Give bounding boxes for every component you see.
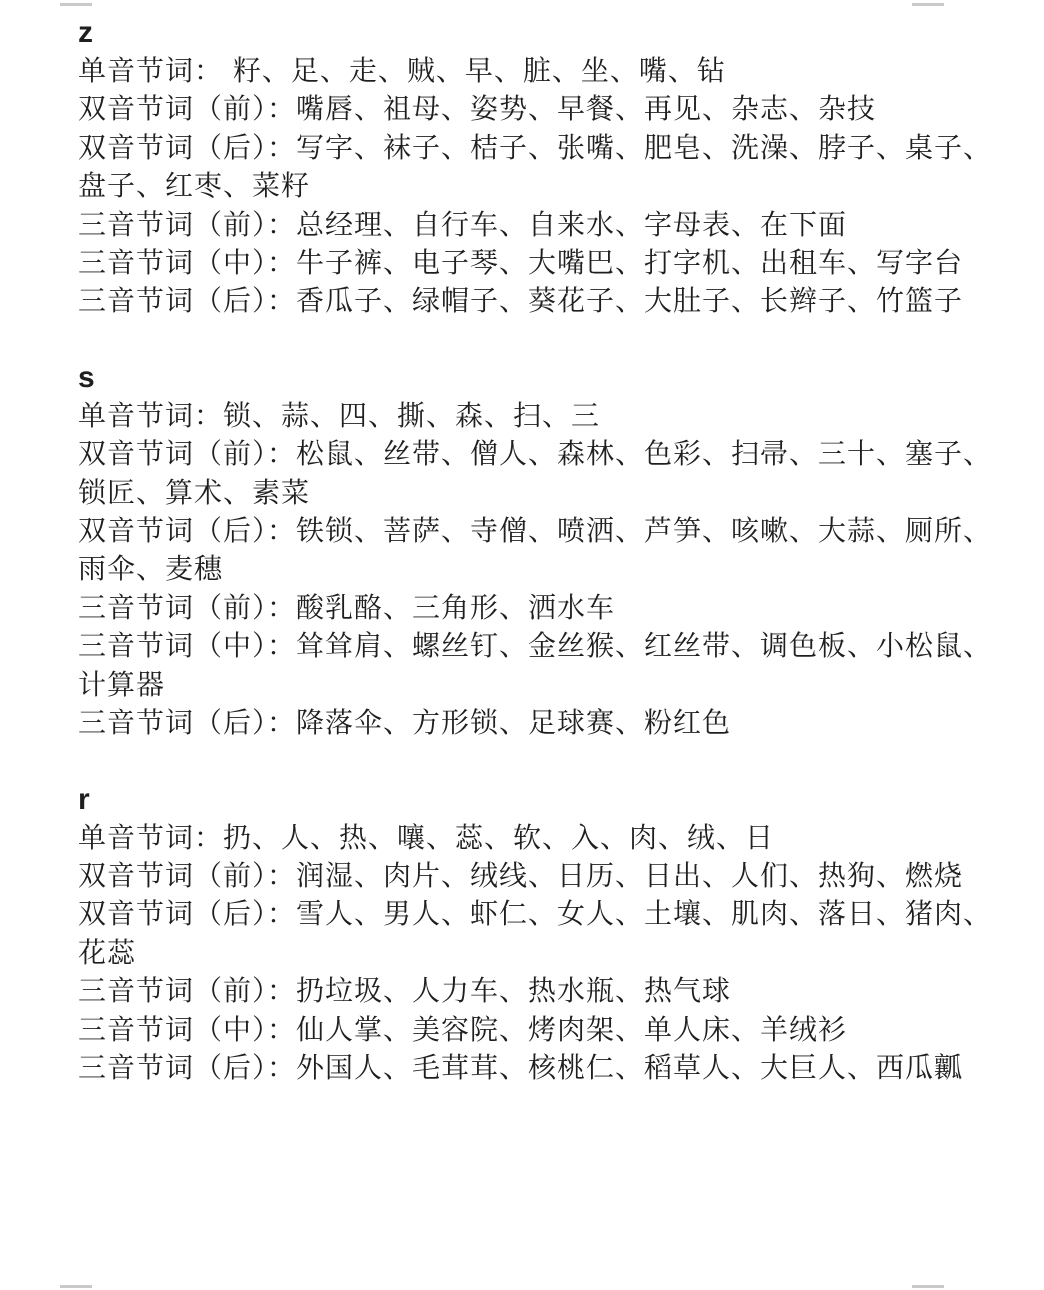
entry-disyllabic-initial: 双音节词（前）：松鼠、丝带、僧人、森林、色彩、扫帚、三十、塞子、锁匠、算术、素菜 (78, 437, 993, 509)
entry-trisyllabic-middle: 三音节词（中）：耸耸肩、螺丝钉、金丝猴、红丝带、调色板、小松鼠、计算器 (78, 629, 993, 701)
entry-disyllabic-initial: 双音节词（前）：嘴唇、祖母、姿势、早餐、再见、杂志、杂技 (78, 92, 877, 126)
entry-trisyllabic-initial: 三音节词（前）：总经理、自行车、自来水、字母表、在下面 (78, 207, 848, 241)
crop-mark-top-left (60, 3, 92, 6)
entry-monosyllabic: 单音节词：锁、蒜、四、撕、森、扫、三 (78, 398, 601, 432)
section-r (78, 781, 1008, 1088)
entry-disyllabic-final: 双音节词（后）：铁锁、菩萨、寺僧、喷洒、芦笋、咳嗽、大蒜、厕所、雨伞、麦穗 (78, 514, 993, 586)
entry-trisyllabic-final: 三音节词（后）：外国人、毛茸茸、核桃仁、稻草人、大巨人、西瓜瓤 (78, 1050, 964, 1084)
entry-trisyllabic-final: 三音节词（后）：降落伞、方形锁、足球赛、粉红色 (78, 706, 732, 740)
section-letter: s (78, 360, 95, 394)
entry-trisyllabic-initial: 三音节词（前）：扔垃圾、人力车、热水瓶、热气球 (78, 974, 732, 1008)
entry-disyllabic-initial: 双音节词（前）：润湿、肉片、绒线、日历、日出、人们、热狗、燃烧 (78, 858, 964, 892)
crop-mark-bottom-left (60, 1285, 92, 1288)
section-z (78, 14, 1008, 321)
entry-monosyllabic: 单音节词： 籽、足、走、贼、早、脏、坐、嘴、钻 (78, 54, 726, 87)
entry-monosyllabic: 单音节词：扔、人、热、嚷、蕊、软、入、肉、绒、日 (78, 820, 775, 854)
entry-trisyllabic-middle: 三音节词（中）：牛子裤、电子琴、大嘴巴、打字机、出租车、写字台 (78, 246, 964, 280)
entry-trisyllabic-middle: 三音节词（中）：仙人掌、美容院、烤肉架、单人床、羊绒衫 (78, 1012, 848, 1046)
crop-mark-bottom-right (912, 1285, 944, 1288)
entry-disyllabic-final: 双音节词（后）：写字、袜子、桔子、张嘴、肥皂、洗澡、脖子、桌子、盘子、红枣、菜籽 (78, 130, 993, 203)
entry-trisyllabic-final: 三音节词（后）：香瓜子、绿帽子、葵花子、大肚子、长辫子、竹篮子 (78, 284, 964, 318)
section-s (78, 359, 1008, 743)
entry-disyllabic-final: 双音节词（后）：雪人、男人、虾仁、女人、土壤、肌肉、落日、猪肉、花蕊 (78, 897, 993, 969)
crop-mark-top-right (912, 3, 944, 6)
document-page (78, 14, 1008, 1125)
section-letter: r (78, 782, 90, 816)
section-letter: z (78, 16, 93, 49)
entry-trisyllabic-initial: 三音节词（前）：酸乳酪、三角形、洒水车 (78, 590, 616, 624)
